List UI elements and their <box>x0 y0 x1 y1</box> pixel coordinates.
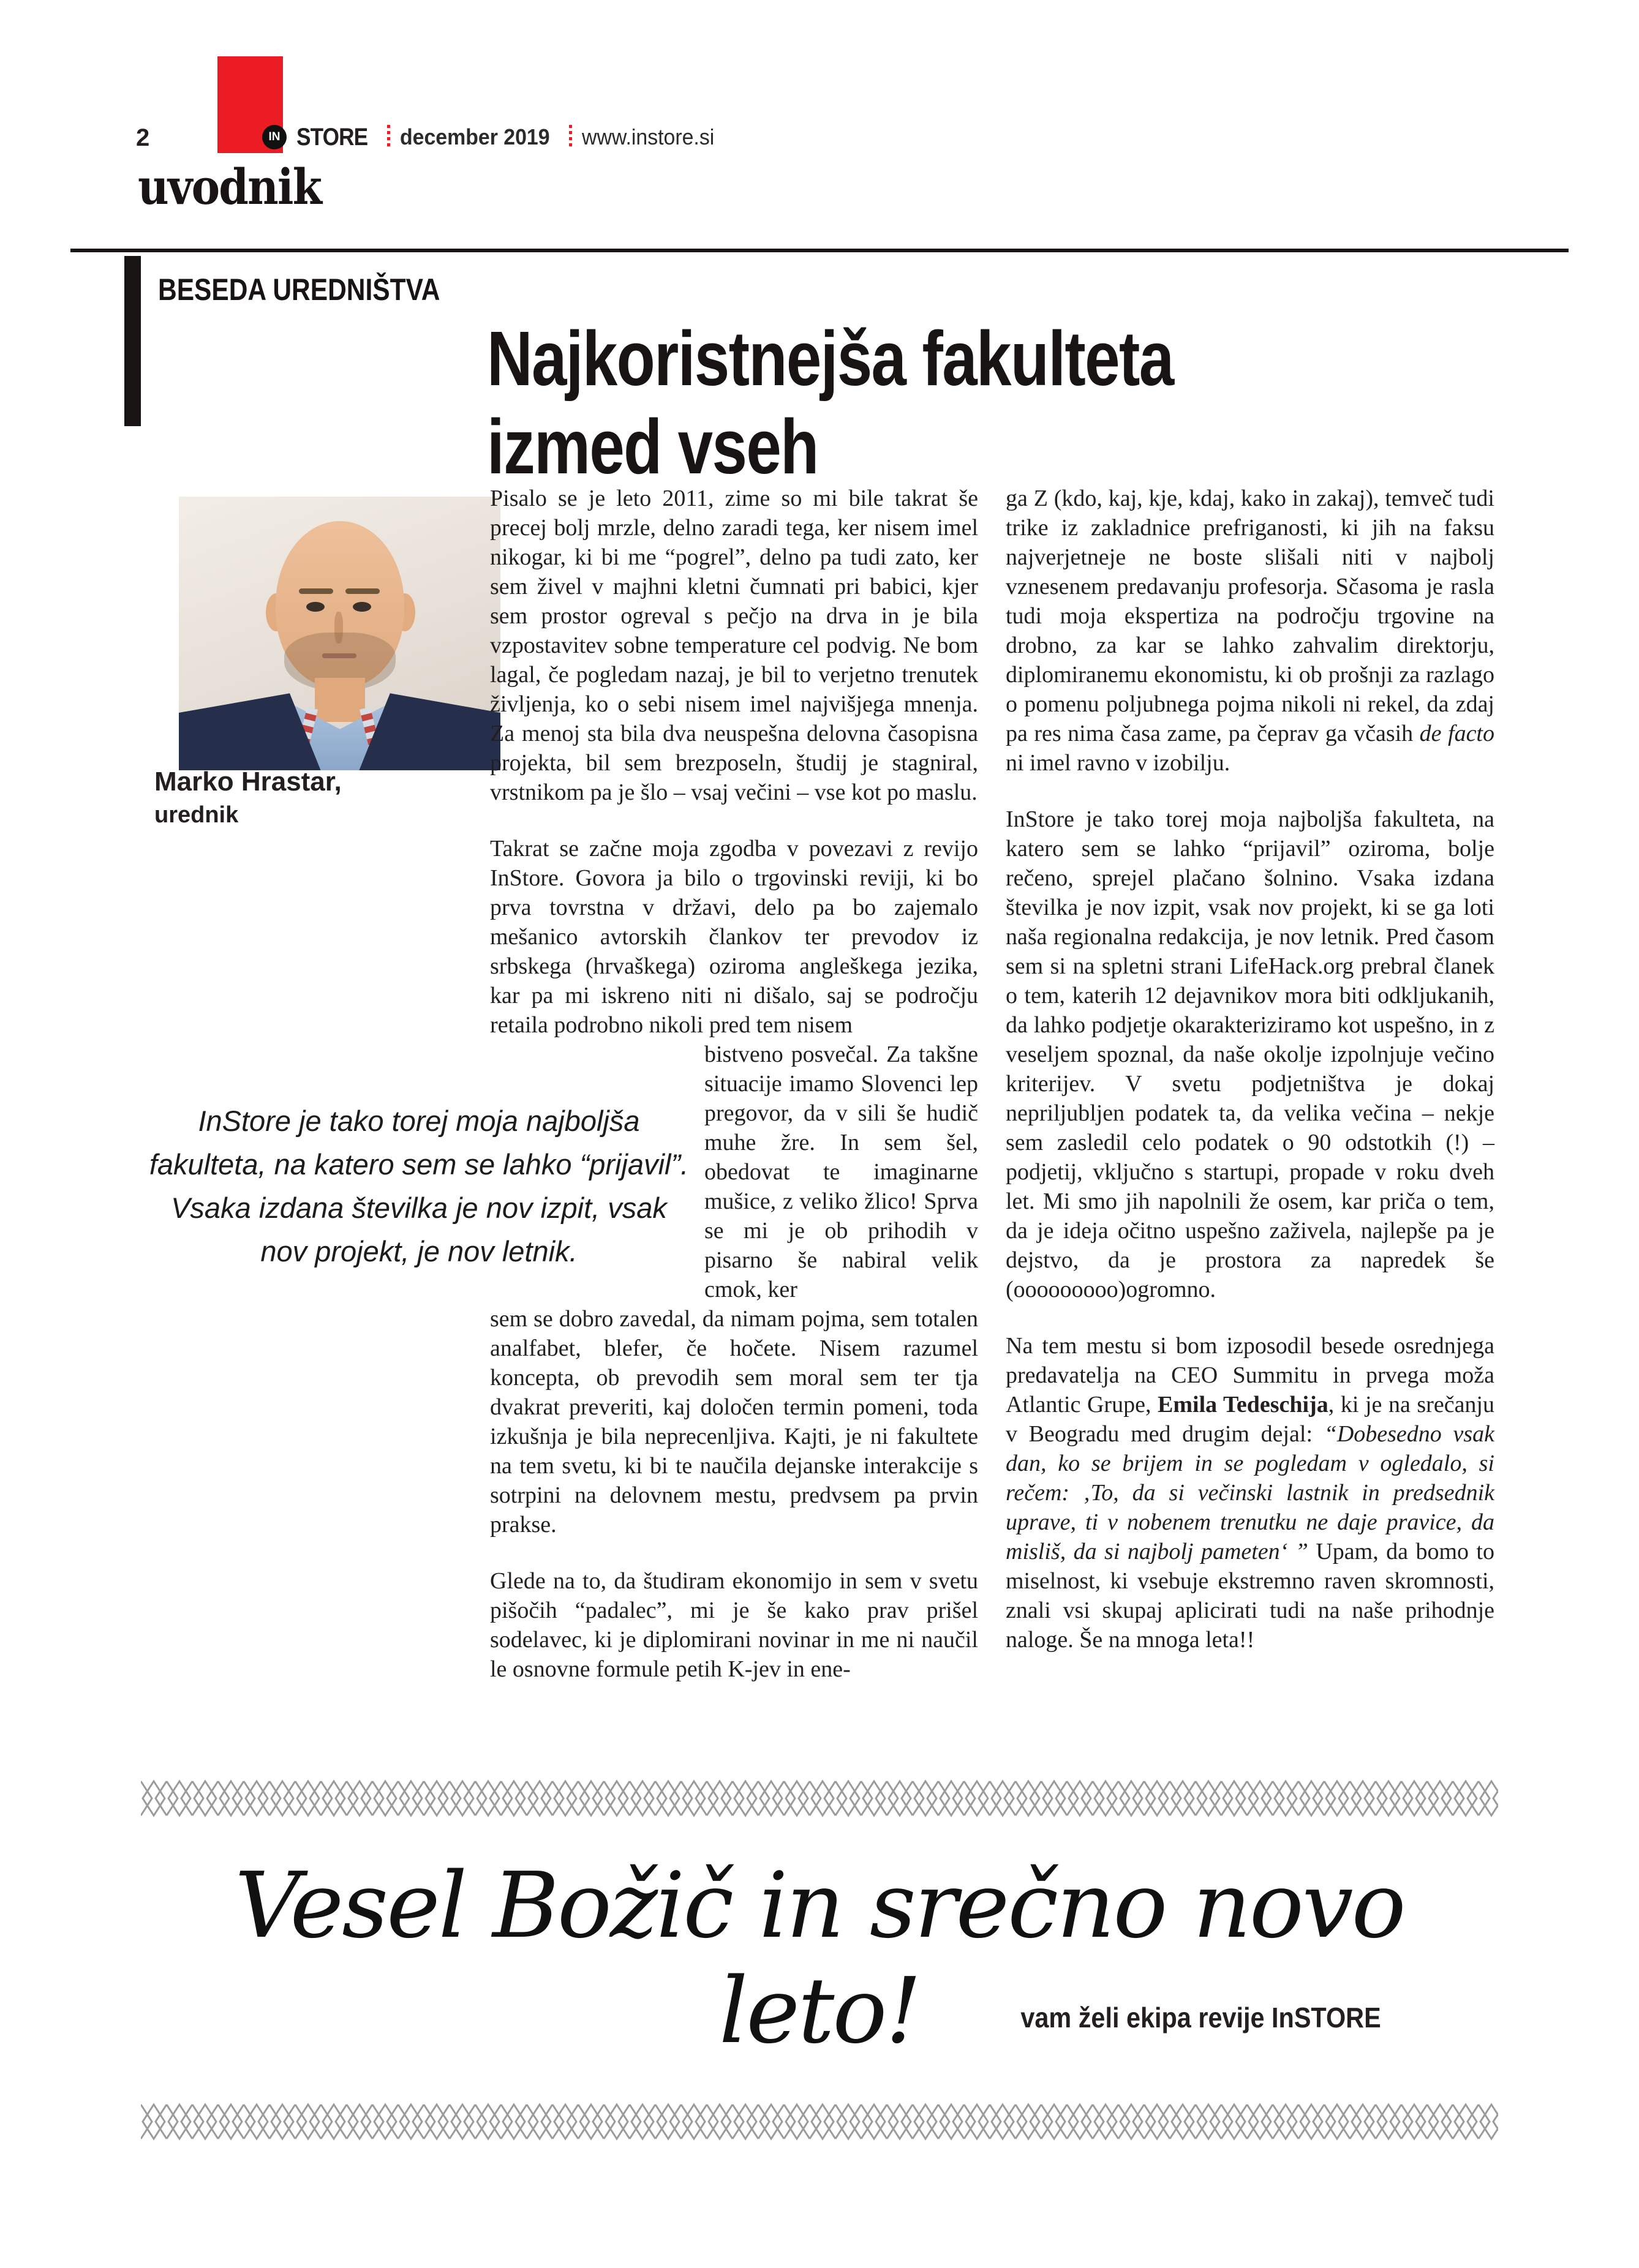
portrait-eyebrow <box>299 588 333 594</box>
body-column-2 <box>1006 484 1494 1654</box>
author-role: urednik <box>154 802 239 828</box>
portrait-neck <box>315 678 365 722</box>
paragraph-wrap-segment: bistveno posvečal. Za takšne situacije imamo Slovenci lep pregovor, da v sili še hudič muhe žre. In sem šel, obedovat te imaginarne mušice, z veliko žlico! Sprva se mi je ob prihodih v pisarno še nabiral velik cmok, ker <box>704 1042 978 1302</box>
article-title-line1: Najkoristnejša fakulteta <box>487 315 1174 402</box>
logo-in-badge: IN <box>262 125 287 149</box>
portrait-eye <box>353 602 371 612</box>
holiday-greeting: Vesel Božič in srečno novo leto! <box>235 1853 1404 2063</box>
paragraph <box>1006 484 1494 778</box>
dotted-separator-icon <box>569 125 572 149</box>
diamond-divider-bottom <box>141 2103 1498 2141</box>
paragraph <box>1006 1331 1494 1654</box>
pull-quote: InStore je tako torej moja najboljša fakulteta, na katero sem se lahko “prijavil”. Vsaka izdana številka je nov izpit, vsak nov projekt, je nov letnik. <box>149 1105 689 1267</box>
portrait-blazer <box>359 690 500 770</box>
italic-quote-run: “Dobesedno vsak dan, ko se brijem in se pogledam v ogledalo, si rečem: ‚To, da si večinski lastnik in predsednik uprave, ti v nobenem trenutku ne daje pravice, da misliš, da si najbolj pameten‘ ” <box>1006 1421 1494 1564</box>
portrait-eyebrow <box>345 588 380 594</box>
paragraph: InStore je tako torej moja najboljša fakulteta, na katero sem se lahko “prijavil” oziroma, bolje rečeno, sprejel plačano šolnino. Vsaka izdana številka je nov izpit, vsak nov projekt, ki se ga loti naša regionalna redakcija, je nov letnik. Pred časom sem si na spletni strani LifeHack.org prebral članek o tem, katerih 12 dejavnikov mora biti odkljukanih, da lahko podjetje okarakteriziramo kot uspešno, in z veseljem spoznal, da naše okolje izpolnjuje večino kriterijev. V svetu podjetništva je dokaj nepriljubljen podatek ta, da velika večina – nekje sem zasledil celo podatek o 90 odstotkih (!) – podjetij, vključno s startupi, propade v roku dveh let. Mi smo jih napolnili že osem, kar priča o tem, da je ideja očitno uspešno zaživela, najlepše pa je dejstvo, da je prostora za napredek še (ooooooooo)ogromno. <box>1006 806 1494 1302</box>
section-title: uvodnik <box>138 158 322 216</box>
portrait-blazer <box>179 690 321 770</box>
text-run: Na tem mestu si bom izposodil besede osrednjega predavatelja na CEO Summitu in prvega moža Atlantic Grupe, <box>1006 1333 1494 1418</box>
logo-store-text: STORE <box>296 123 368 151</box>
article-title <box>487 315 1174 491</box>
issue-date: december 2019 <box>400 124 550 149</box>
greeting-signature: vam želi ekipa revije InSTORE <box>1020 2002 1381 2033</box>
paragraph: Takrat se začne moja zgodba v povezavi z revijo InStore. Govora ja bilo o trgovinski reviji, ki bo prva tovrstna v državi, delo pa bo zajemalo mešanico avtorskih člankov ter prevodov iz srbskega (hrvaškega) oziroma angleškega jezika, kar pa mi iskreno niti ni dišalo, saj se področju retaila podrobno nikoli pred tem nisem <box>490 836 978 1038</box>
paragraph: Pisalo se je leto 2011, zime so mi bile takrat še precej bolj mrzle, delno zaradi tega, ker nisem imel nikogar, ki bi me “pogrel”, delno pa tudi zato, ker sem živel v majhni kletni čumnati pri babici, kjer sem prostor ogreval s pečjo na drva in je bila vzpostavitev sobne temperature cel podvig. Ne bom lagal, če pogledam nazaj, je bil to verjetno trenutek življenja, ko o sebi nisem imel najvišjega mnenja. Za menoj sta bila dva neuspešna delovna časopisna projekta, bil sem brezposeln, študij je stagniral, vrstnikom pa je šlo – vsaj večini – vse kot po maslu. <box>490 486 978 805</box>
diamond-divider-top <box>141 1779 1498 1817</box>
author-name: Marko Hrastar, <box>154 767 342 797</box>
paragraph-continuation: sem se dobro zavedal, da nimam pojma, sem totalen analfabet, blefer, če hočete. Nisem razumel koncepta, ob prevodih sem moral sem ter tja dvakrat preveriti, kaj določen termin pomeni, toda izkušnja je bila neprecenljiva. Kajti, je ni fakultete na tem svetu, ki bi te naučila dejanske interakcije s sotrpini na delovnem mestu, predvsem pa prvin prakse. <box>490 1306 978 1538</box>
editor-photo <box>179 497 500 770</box>
text-run: , ki je na srečanju v Beogradu med drugim dejal: <box>1006 1392 1494 1447</box>
text-run: ni imel ravno v izobilju. <box>1006 750 1230 776</box>
website-link[interactable]: www.instore.si <box>582 124 715 149</box>
header-rule <box>70 249 1569 252</box>
body-column-1 <box>490 484 978 1684</box>
magazine-logo <box>262 121 723 153</box>
article-title-line2: izmed vseh <box>487 404 818 490</box>
portrait-mouth <box>322 653 356 658</box>
article-kicker: BESEDA UREDNIŠTVA <box>158 272 440 307</box>
italic-run: de facto <box>1419 721 1494 746</box>
text-run: ga Z (kdo, kaj, kje, kdaj, kako in zakaj), temveč tudi trike iz zakladnice prefriganosti, ki jih na faksu najverjetneje ne boste slišali niti v najbolj vznesenem predavanju profesorja. Sčasoma je rasla tudi moja ekspertiza na področju trgovine na drobno, za kar se lahko zahvalim direktorju, diplomiranemu ekonomistu, ki ob prošnji za razlago o pomenu poljubnega pojma nikoli ni rekel, da zdaj pa res nima časa zame, pa čeprav ga včasih <box>1006 486 1494 746</box>
dotted-separator-icon <box>387 125 390 149</box>
page-number: 2 <box>136 124 150 151</box>
kicker-bar <box>124 256 141 426</box>
text-run: Upam, da bomo to miselnost, ki vsebuje ekstremno raven skromnosti, znali vsi skupaj aplicirati tudi na naše prihodnje naloge. Še na mnoga leta!! <box>1006 1539 1494 1653</box>
portrait-eye <box>306 602 325 612</box>
paragraph: Glede na to, da študiram ekonomijo in sem v svetu pišočih “padalec”, mi je še kako prav prišel sodelavec, ki je diplomirani novinar in me ni naučil le osnovne formule petih K-jev in ene- <box>490 1568 978 1682</box>
bold-run: Emila Tedeschija <box>1158 1392 1328 1418</box>
